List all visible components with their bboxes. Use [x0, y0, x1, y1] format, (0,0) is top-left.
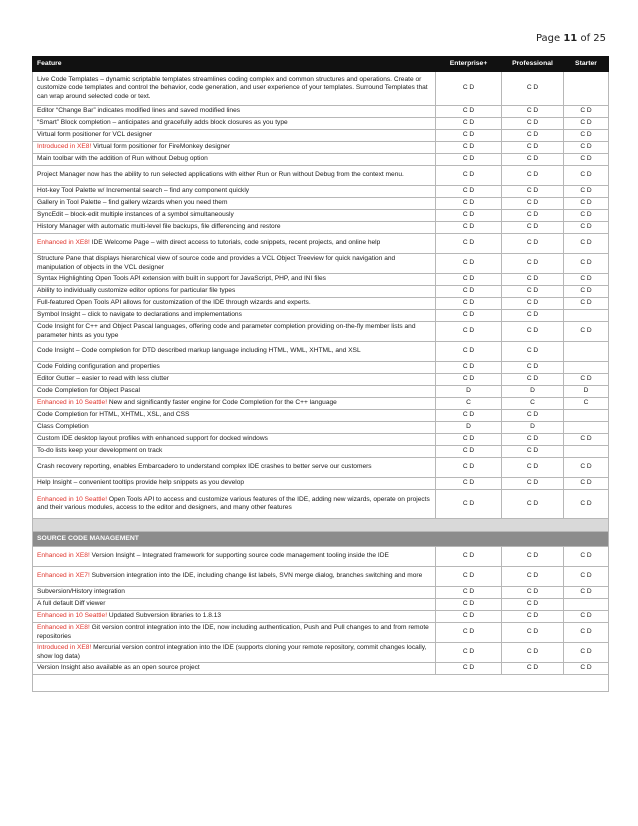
table-row — [33, 154, 609, 166]
feature-text: Code Insight – Code completion for DTD described markup language including HTML, WML, XHTML, and XSL — [37, 347, 361, 355]
enterprise-cell: C D — [436, 198, 502, 210]
table-row — [33, 386, 609, 398]
feature-text: Git version control integration into the IDE, now including authentication, Push and Pull changes to and from remote repositories — [37, 624, 429, 640]
professional-cell: C D — [502, 222, 564, 234]
table-row — [33, 310, 609, 322]
spacer-row — [33, 519, 609, 532]
feature-text: Code Completion for HTML, XHTML, XSL, and CSS — [37, 411, 190, 419]
enterprise-cell: C D — [436, 234, 502, 254]
feature-text: Gallery in Tool Palette – find gallery wizards when you need them — [37, 199, 228, 207]
enterprise-cell: C D — [436, 274, 502, 286]
professional-cell: C D — [502, 254, 564, 274]
starter-cell: C D — [564, 118, 609, 130]
release-highlight: Enhanced in 10 Seattle! — [37, 495, 108, 503]
header-feature: Feature — [33, 57, 436, 72]
enterprise-cell: C D — [436, 154, 502, 166]
professional-cell: C D — [502, 198, 564, 210]
starter-cell — [564, 310, 609, 322]
starter-cell: C D — [564, 587, 609, 599]
feature-text: Subversion/History integration — [37, 588, 125, 596]
professional-cell: C D — [502, 643, 564, 663]
starter-cell: C D — [564, 374, 609, 386]
feature-text: Updated Subversion libraries to 1.8.13 — [107, 612, 222, 620]
enterprise-cell: C D — [436, 599, 502, 611]
feature-cell — [33, 587, 436, 599]
starter-cell: C D — [564, 254, 609, 274]
starter-cell: C D — [564, 198, 609, 210]
feature-cell — [33, 458, 436, 478]
professional-cell: C D — [502, 458, 564, 478]
page-total: 25 — [593, 33, 606, 44]
starter-cell — [564, 72, 609, 106]
table-row — [33, 587, 609, 599]
starter-cell — [564, 599, 609, 611]
feature-cell — [33, 643, 436, 663]
section-header-row — [33, 532, 609, 547]
enterprise-cell: C — [436, 398, 502, 410]
starter-cell: C D — [564, 478, 609, 490]
feature-text: Crash recovery reporting, enables Embarcadero to understand complex IDE crashes to better serve our customers — [37, 463, 372, 471]
professional-cell: C D — [502, 154, 564, 166]
enterprise-cell: C D — [436, 310, 502, 322]
feature-cell — [33, 374, 436, 386]
feature-cell — [33, 398, 436, 410]
professional-cell: C D — [502, 490, 564, 519]
table-row — [33, 362, 609, 374]
feature-text: New and significantly faster engine for Code Completion for the C++ language — [107, 399, 337, 407]
starter-cell: C D — [564, 434, 609, 446]
enterprise-cell: C D — [436, 222, 502, 234]
release-highlight: Introduced in XE8! — [37, 143, 92, 151]
spacer-cell — [33, 519, 609, 532]
page-current: 11 — [563, 33, 578, 44]
header-enterprise: Enterprise+ — [436, 57, 502, 72]
feature-text: Code Insight for C++ and Object Pascal languages, offering code and parameter completion providing on-the-fly member lists and parameter hints as you type — [37, 323, 416, 339]
enterprise-cell: C D — [436, 478, 502, 490]
table-row — [33, 222, 609, 234]
feature-text: Structure Pane that displays hierarchical view of source code and provides a VCL Object Treeview for quick navigation and manipulation of objects in the VCL designer — [37, 255, 396, 271]
feature-text: Hot-key Tool Palette w/ Incremental search – find any component quickly — [37, 187, 250, 195]
enterprise-cell: C D — [436, 567, 502, 587]
professional-cell: C D — [502, 410, 564, 422]
feature-text: Symbol Insight – click to navigate to declarations and implementations — [37, 311, 242, 319]
table-row — [33, 422, 609, 434]
feature-text: Custom IDE desktop layout profiles with enhanced support for docked windows — [37, 435, 268, 443]
professional-cell: C D — [502, 286, 564, 298]
feature-cell — [33, 198, 436, 210]
header-professional: Professional — [502, 57, 564, 72]
professional-cell: C D — [502, 274, 564, 286]
enterprise-cell: C D — [436, 72, 502, 106]
enterprise-cell: C D — [436, 342, 502, 362]
enterprise-cell: C D — [436, 362, 502, 374]
release-highlight: Enhanced in XE8! — [37, 552, 90, 560]
starter-cell: D — [564, 386, 609, 398]
feature-text: IDE Welcome Page – with direct access to tutorials, code snippets, recent projects, and online help — [89, 239, 381, 247]
feature-rows — [33, 72, 609, 519]
professional-cell: C D — [502, 599, 564, 611]
enterprise-cell: C D — [436, 210, 502, 222]
feature-text: History Manager with automatic multi-level file backups, file differencing and restore — [37, 223, 281, 231]
feature-cell — [33, 310, 436, 322]
feature-text: Class Completion — [37, 423, 89, 431]
starter-cell: C D — [564, 322, 609, 342]
release-highlight: Enhanced in XE7! — [37, 572, 90, 580]
feature-cell — [33, 222, 436, 234]
table-row — [33, 478, 609, 490]
table-row — [33, 286, 609, 298]
feature-cell — [33, 663, 436, 675]
table-row — [33, 198, 609, 210]
empty-cell — [33, 675, 609, 692]
page-number — [536, 33, 606, 44]
table-row — [33, 599, 609, 611]
feature-cell — [33, 154, 436, 166]
enterprise-cell: C D — [436, 587, 502, 599]
table-row — [33, 298, 609, 310]
feature-cell — [33, 210, 436, 222]
table-row — [33, 210, 609, 222]
feature-text: Open Tools API to access and customize various features of the IDE, adding new wizards, operate on projects and their various modules, access to the editor and designers, and many other features — [37, 495, 430, 511]
feature-table — [32, 56, 609, 692]
professional-cell: C D — [502, 611, 564, 623]
feature-cell — [33, 422, 436, 434]
table-row — [33, 458, 609, 478]
professional-cell: C D — [502, 623, 564, 643]
table-row — [33, 446, 609, 458]
feature-cell — [33, 130, 436, 142]
feature-text: Virtual form positioner for FireMonkey designer — [91, 143, 231, 151]
feature-cell — [33, 342, 436, 362]
professional-cell: C D — [502, 547, 564, 567]
starter-cell: C D — [564, 274, 609, 286]
feature-cell — [33, 186, 436, 198]
enterprise-cell: C D — [436, 254, 502, 274]
enterprise-cell: C D — [436, 130, 502, 142]
feature-cell — [33, 72, 436, 106]
table-row — [33, 547, 609, 567]
table-row — [33, 490, 609, 519]
table-row — [33, 374, 609, 386]
starter-cell: C D — [564, 234, 609, 254]
professional-cell: C D — [502, 166, 564, 186]
release-highlight: Enhanced in 10 Seattle! — [37, 399, 108, 407]
starter-cell: C D — [564, 106, 609, 118]
feature-text: Virtual form positioner for VCL designer — [37, 131, 153, 139]
table-row — [33, 130, 609, 142]
enterprise-cell: D — [436, 422, 502, 434]
feature-text: Code Folding configuration and properties — [37, 363, 160, 371]
feature-cell — [33, 286, 436, 298]
table-row — [33, 611, 609, 623]
enterprise-cell: C D — [436, 663, 502, 675]
starter-cell: C D — [564, 154, 609, 166]
starter-cell: C D — [564, 611, 609, 623]
feature-cell — [33, 274, 436, 286]
table-row — [33, 410, 609, 422]
release-highlight: Enhanced in XE8! — [37, 239, 90, 247]
table-row — [33, 663, 609, 675]
feature-cell — [33, 362, 436, 374]
feature-text: Ability to individually customize editor options for particular file types — [37, 287, 236, 295]
feature-cell — [33, 106, 436, 118]
page-middle: of — [577, 33, 594, 44]
table-row — [33, 322, 609, 342]
empty-row — [33, 675, 609, 692]
feature-cell — [33, 298, 436, 310]
section-title: SOURCE CODE MANAGEMENT — [33, 532, 609, 547]
feature-text: To-do lists keep your development on track — [37, 447, 163, 455]
feature-text: Editor Gutter – easier to read with less clutter — [37, 375, 169, 383]
professional-cell: C D — [502, 118, 564, 130]
feature-text: A full default Diff viewer — [37, 600, 106, 608]
starter-cell: C D — [564, 210, 609, 222]
scm-rows — [33, 547, 609, 675]
feature-cell — [33, 446, 436, 458]
table-row — [33, 118, 609, 130]
release-highlight: Enhanced in 10 Seattle! — [37, 612, 108, 620]
starter-cell: C D — [564, 567, 609, 587]
section-block — [33, 519, 609, 547]
starter-cell: C D — [564, 166, 609, 186]
feature-text: SyncEdit – block-edit multiple instances of a symbol simultaneously — [37, 211, 234, 219]
starter-cell: C D — [564, 286, 609, 298]
table-row — [33, 72, 609, 106]
starter-cell: C D — [564, 490, 609, 519]
enterprise-cell: C D — [436, 374, 502, 386]
enterprise-cell: C D — [436, 142, 502, 154]
professional-cell: C D — [502, 106, 564, 118]
feature-cell — [33, 386, 436, 398]
feature-cell — [33, 567, 436, 587]
table-row — [33, 567, 609, 587]
starter-cell: C D — [564, 142, 609, 154]
enterprise-cell: C D — [436, 106, 502, 118]
table-row — [33, 342, 609, 362]
enterprise-cell: C D — [436, 458, 502, 478]
professional-cell: C D — [502, 434, 564, 446]
feature-text: Version Insight also available as an open source project — [37, 664, 200, 672]
enterprise-cell: C D — [436, 410, 502, 422]
professional-cell: C D — [502, 298, 564, 310]
enterprise-cell: D — [436, 386, 502, 398]
professional-cell: C D — [502, 587, 564, 599]
enterprise-cell: C D — [436, 547, 502, 567]
starter-cell: C D — [564, 130, 609, 142]
professional-cell: C D — [502, 446, 564, 458]
professional-cell: C D — [502, 310, 564, 322]
feature-text: Full-featured Open Tools API allows for customization of the IDE through wizards and experts. — [37, 299, 311, 307]
starter-cell — [564, 362, 609, 374]
enterprise-cell: C D — [436, 118, 502, 130]
table-row — [33, 142, 609, 154]
table-row — [33, 254, 609, 274]
enterprise-cell: C D — [436, 623, 502, 643]
starter-cell — [564, 446, 609, 458]
enterprise-cell: C D — [436, 186, 502, 198]
professional-cell: C D — [502, 478, 564, 490]
feature-text: Live Code Templates – dynamic scriptable templates streamlines coding complex and common structures and operations. Create or customize code templates and control the behavior, code generation, and user experience of your templates. Surround Templates that can wrap around selected code or text. — [37, 75, 428, 100]
release-highlight: Enhanced in XE8! — [37, 624, 90, 632]
feature-cell — [33, 478, 436, 490]
professional-cell: C D — [502, 130, 564, 142]
professional-cell: C D — [502, 234, 564, 254]
enterprise-cell: C D — [436, 611, 502, 623]
table-row — [33, 274, 609, 286]
professional-cell: C D — [502, 362, 564, 374]
feature-cell — [33, 166, 436, 186]
feature-cell — [33, 254, 436, 274]
professional-cell: C D — [502, 342, 564, 362]
starter-cell: C D — [564, 643, 609, 663]
professional-cell: D — [502, 386, 564, 398]
feature-text: “Smart” Block completion – anticipates and gracefully adds block closures as you type — [37, 119, 288, 127]
starter-cell — [564, 410, 609, 422]
feature-cell — [33, 547, 436, 567]
feature-cell — [33, 118, 436, 130]
table-row — [33, 166, 609, 186]
starter-cell — [564, 342, 609, 362]
feature-text: Editor “Change Bar” indicates modified lines and saved modified lines — [37, 107, 241, 115]
professional-cell: C D — [502, 567, 564, 587]
professional-cell: C D — [502, 142, 564, 154]
feature-cell — [33, 434, 436, 446]
feature-cell — [33, 611, 436, 623]
header-starter: Starter — [564, 57, 609, 72]
feature-cell — [33, 234, 436, 254]
starter-cell: C D — [564, 458, 609, 478]
table-row — [33, 106, 609, 118]
starter-cell: C D — [564, 623, 609, 643]
feature-text: Project Manager now has the ability to run selected applications with either Run or Run without Debug from the context menu. — [37, 171, 404, 179]
table-row — [33, 186, 609, 198]
feature-cell — [33, 410, 436, 422]
professional-cell: C D — [502, 186, 564, 198]
feature-text: Code Completion for Object Pascal — [37, 387, 140, 395]
feature-cell — [33, 599, 436, 611]
table-row — [33, 434, 609, 446]
table-header-row — [33, 57, 609, 72]
table-row — [33, 623, 609, 643]
end-block — [33, 675, 609, 692]
starter-cell — [564, 422, 609, 434]
enterprise-cell: C D — [436, 322, 502, 342]
feature-text: Mercurial version control integration into the IDE (supports cloning your remote repository, commit changes locally, show log data) — [37, 644, 427, 660]
starter-cell: C D — [564, 663, 609, 675]
professional-cell: C D — [502, 322, 564, 342]
feature-text: Subversion integration into the IDE, including change list labels, SVN merge dialog, branches switching and more — [89, 572, 423, 580]
feature-text: Main toolbar with the addition of Run without Debug option — [37, 155, 208, 163]
page-prefix: Page — [535, 33, 564, 44]
enterprise-cell: C D — [436, 286, 502, 298]
professional-cell: C — [502, 398, 564, 410]
professional-cell: C D — [502, 72, 564, 106]
enterprise-cell: C D — [436, 643, 502, 663]
enterprise-cell: C D — [436, 434, 502, 446]
feature-text: Help Insight – convenient tooltips provide help snippets as you develop — [37, 479, 245, 487]
table-row — [33, 643, 609, 663]
feature-text: Syntax Highlighting Open Tools API extension with built in support for JavaScript, PHP, and INI files — [37, 275, 326, 283]
release-highlight: Introduced in XE8! — [37, 644, 92, 652]
starter-cell: C D — [564, 222, 609, 234]
feature-cell — [33, 322, 436, 342]
starter-cell: C D — [564, 186, 609, 198]
enterprise-cell: C D — [436, 166, 502, 186]
feature-cell — [33, 490, 436, 519]
table-row — [33, 234, 609, 254]
starter-cell: C — [564, 398, 609, 410]
professional-cell: C D — [502, 210, 564, 222]
feature-text: Version Insight – Integrated framework for supporting source code management tooling inside the IDE — [89, 552, 389, 560]
table-row — [33, 398, 609, 410]
starter-cell: C D — [564, 298, 609, 310]
professional-cell: C D — [502, 663, 564, 675]
feature-cell — [33, 142, 436, 154]
starter-cell: C D — [564, 547, 609, 567]
professional-cell: C D — [502, 374, 564, 386]
professional-cell: D — [502, 422, 564, 434]
feature-cell — [33, 623, 436, 643]
enterprise-cell: C D — [436, 298, 502, 310]
enterprise-cell: C D — [436, 446, 502, 458]
enterprise-cell: C D — [436, 490, 502, 519]
